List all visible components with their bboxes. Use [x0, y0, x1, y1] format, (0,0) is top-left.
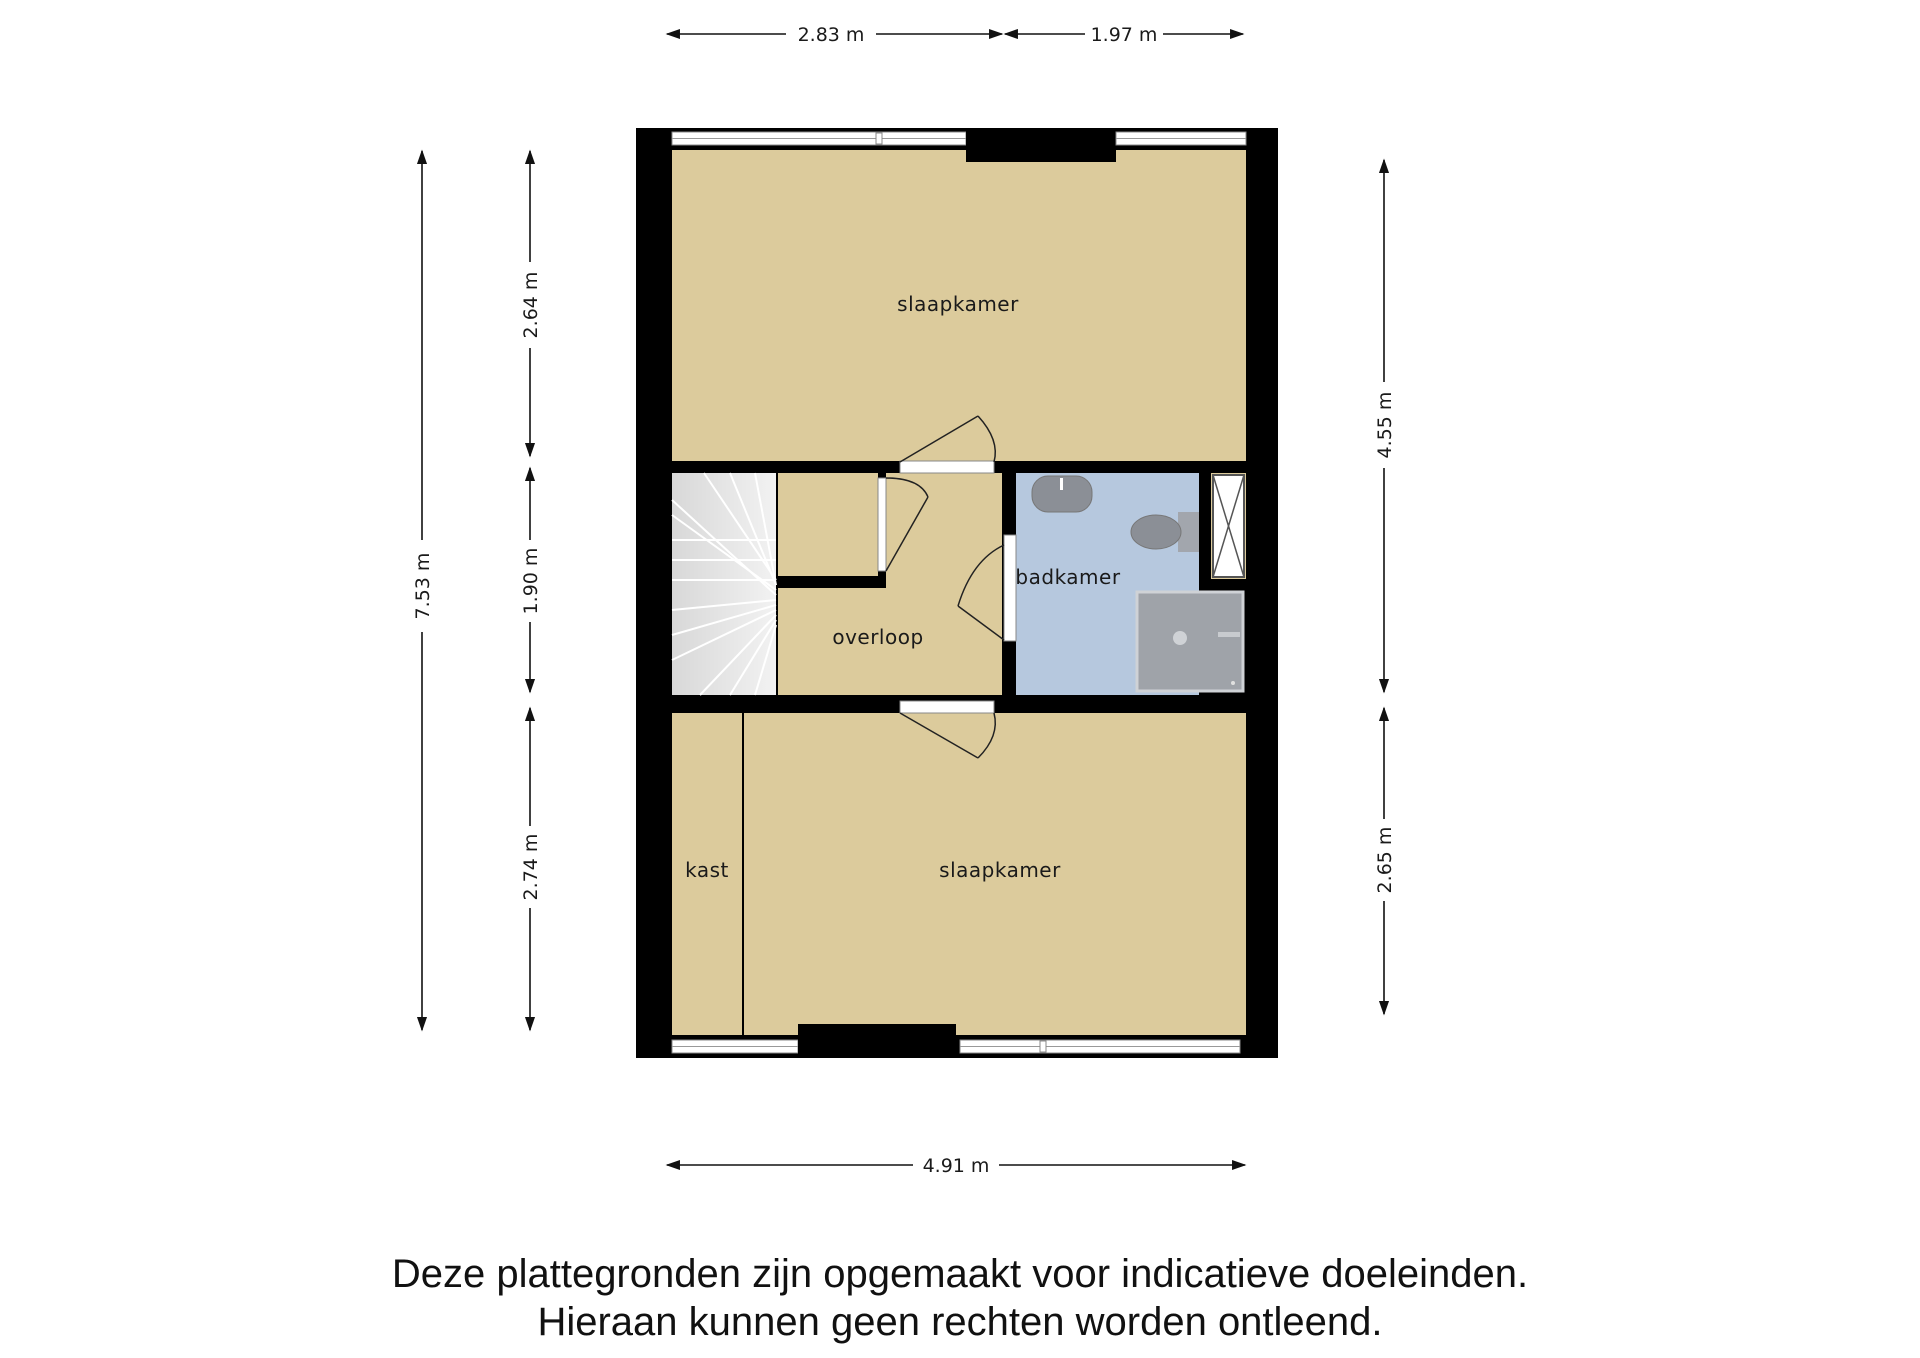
wall-block-bottom — [798, 1024, 956, 1058]
wall-block-top — [966, 128, 1116, 162]
dimension-label-left-total: 7.53 m — [412, 552, 434, 620]
dimension-label-left-upper: 2.64 m — [520, 271, 542, 339]
shower-icon — [1137, 592, 1243, 691]
window-bottom-right — [960, 1040, 1240, 1053]
disclaimer-line-2: Hieraan kunnen geen rechten worden ontleend. — [537, 1300, 1383, 1344]
staircase — [672, 473, 776, 695]
door-opening-bedroom-bottom — [900, 701, 994, 713]
sink-icon — [1032, 476, 1092, 512]
dimension-label-top-left: 2.83 m — [797, 24, 865, 46]
door-opening-bathroom — [1004, 535, 1016, 641]
dimension-label-right-upper: 4.55 m — [1374, 391, 1396, 459]
vent-shaft-icon — [1213, 475, 1244, 577]
window-top-right — [1116, 132, 1246, 145]
window-top-left — [672, 132, 966, 145]
disclaimer — [0, 1250, 1920, 1346]
door-opening-bedroom-top — [900, 461, 994, 473]
room-label-bedroom-top: slaapkamer — [897, 292, 1019, 316]
toilet-icon — [1131, 512, 1199, 552]
room-label-bedroom-bottom: slaapkamer — [939, 858, 1061, 882]
dimension-label-bottom: 4.91 m — [922, 1155, 990, 1177]
door-opening-storage — [878, 478, 886, 571]
dimension-label-top-right: 1.97 m — [1090, 24, 1158, 46]
storage-floor — [778, 473, 878, 576]
landing-floor-upper — [886, 473, 1002, 593]
disclaimer-line-1: Deze plattegronden zijn opgemaakt voor indicatieve doeleinden. — [391, 1252, 1529, 1296]
room-label-landing: overloop — [832, 625, 924, 649]
dimension-label-right-lower: 2.65 m — [1374, 826, 1396, 894]
room-label-bathroom: badkamer — [1015, 565, 1121, 589]
dimension-label-left-middle: 1.90 m — [520, 547, 542, 615]
window-bottom-left — [672, 1040, 798, 1053]
dimension-label-left-lower: 2.74 m — [520, 833, 542, 901]
room-label-closet: kast — [685, 858, 729, 882]
